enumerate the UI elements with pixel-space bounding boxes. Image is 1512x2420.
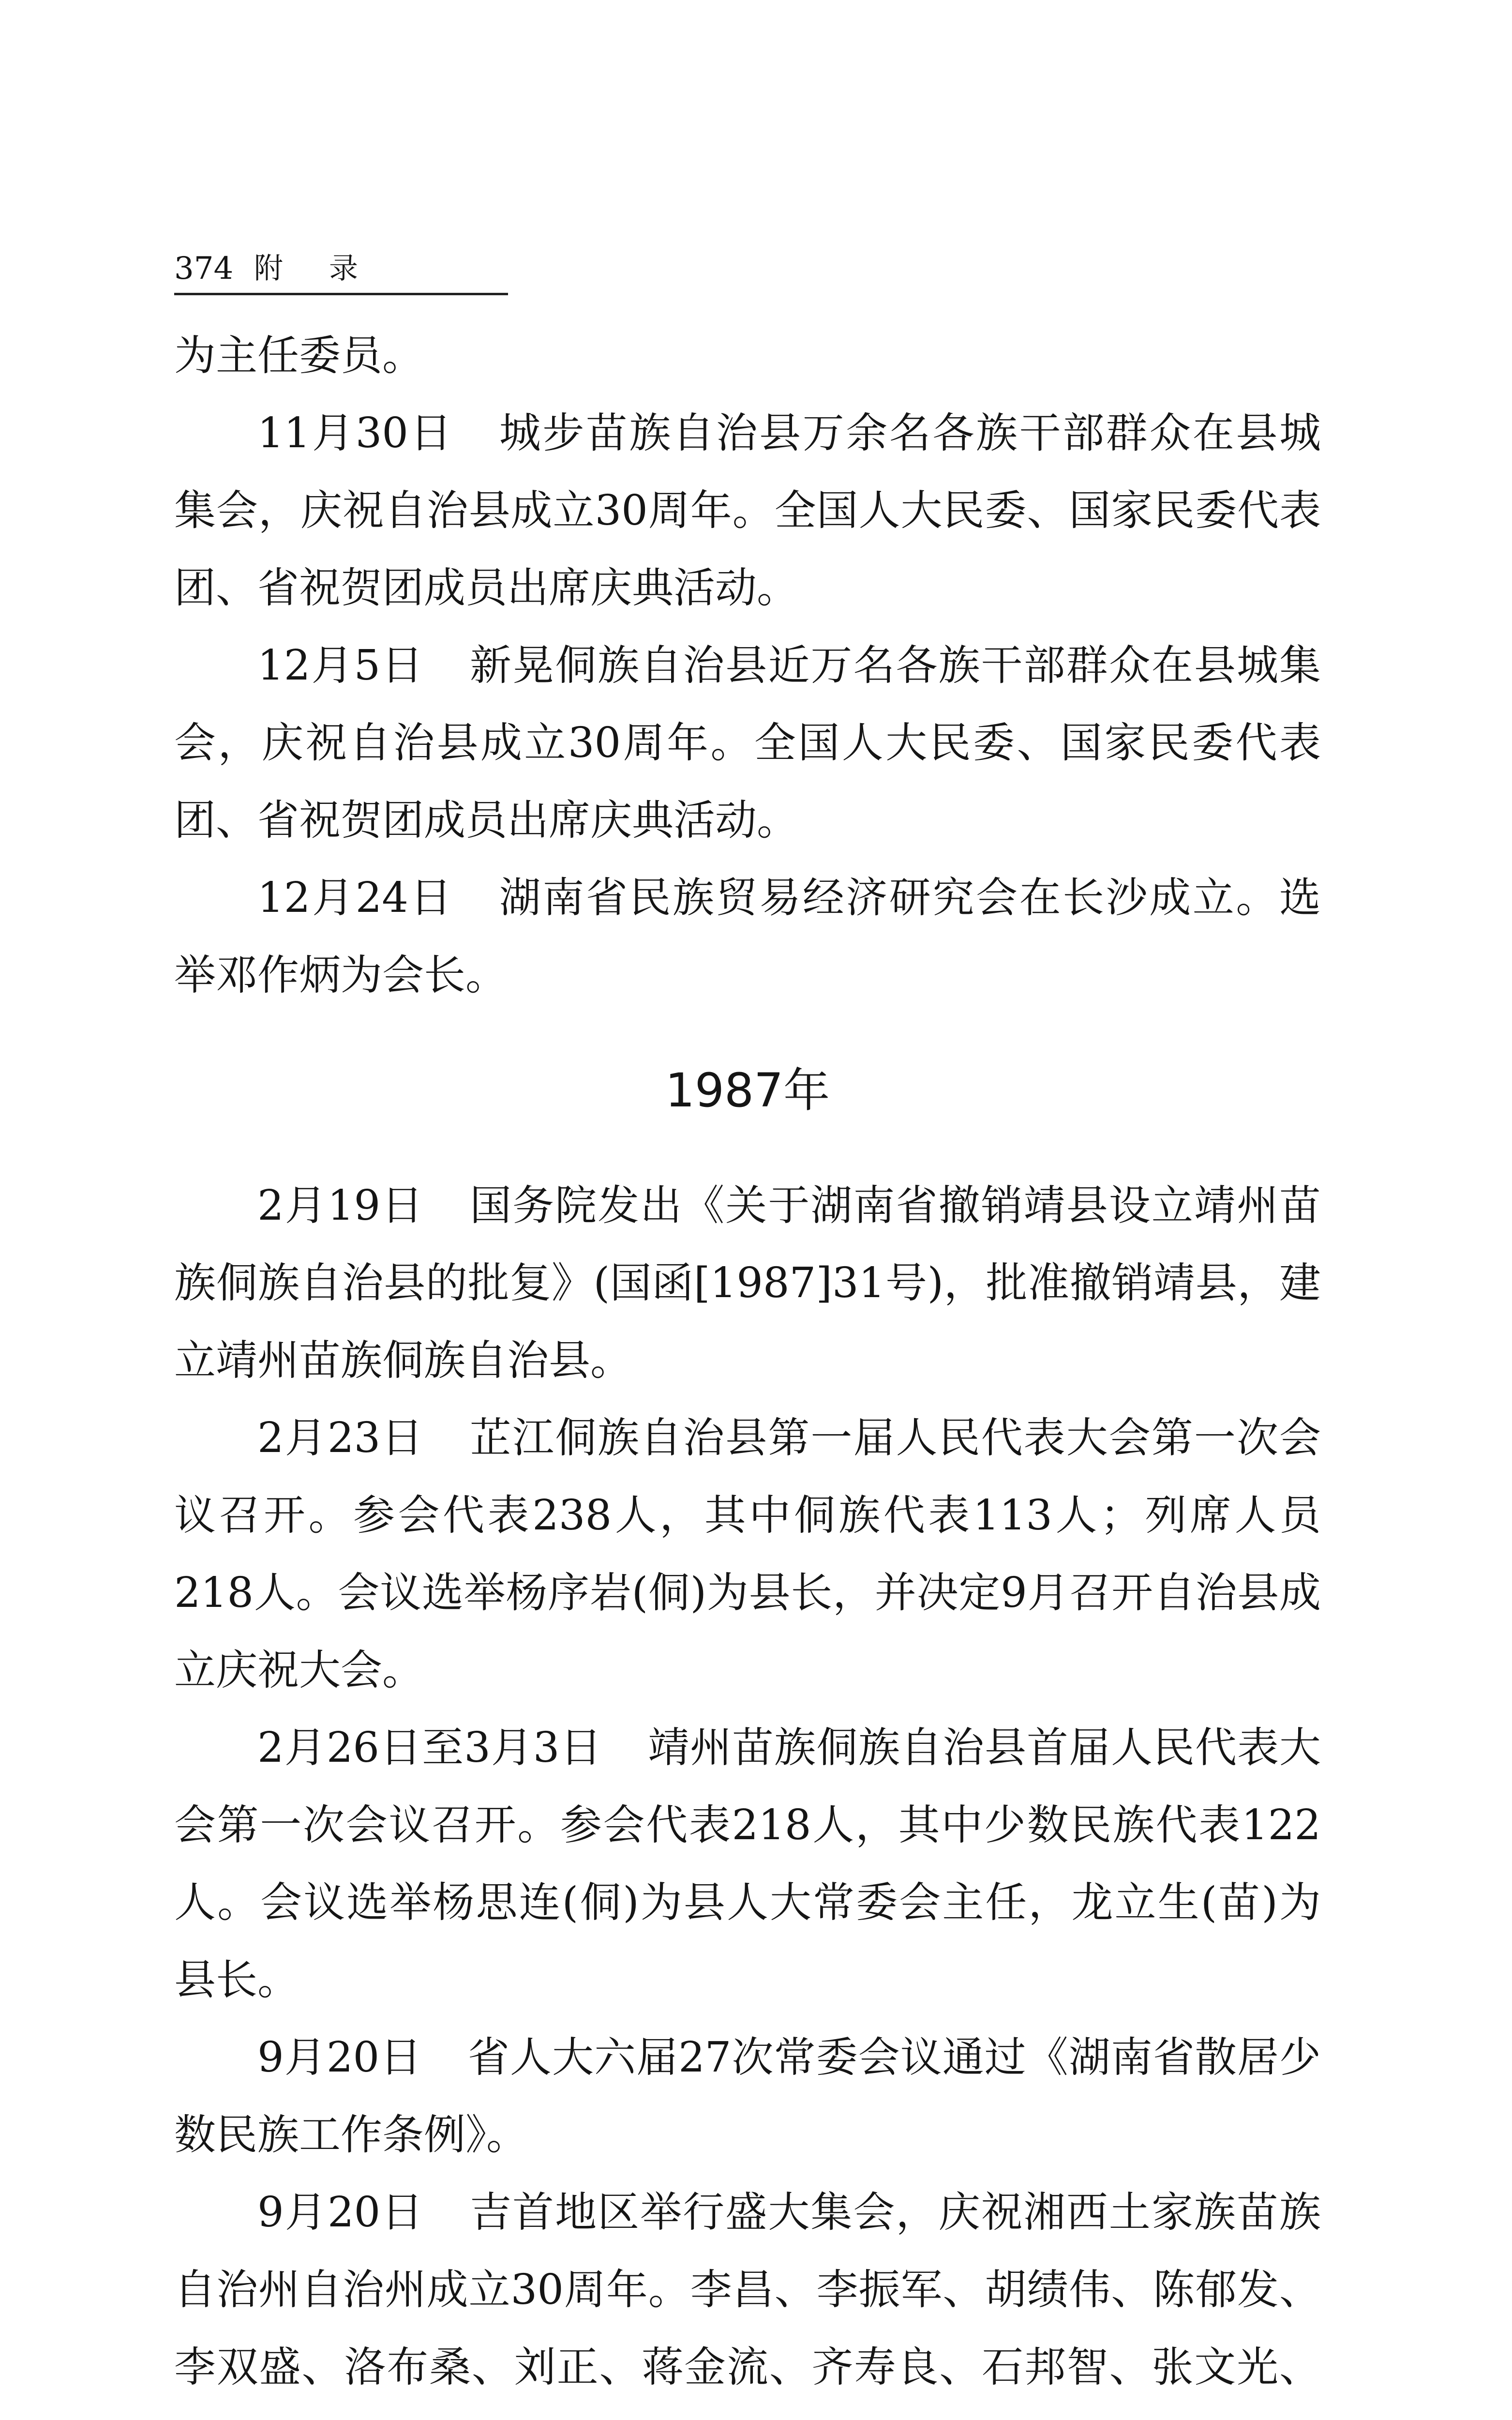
entry-text: 国务院发出《关于湖南省撤销靖县设立靖州苗族侗族自治县的批复》(国函[1987]31号)，批准撤销靖县，建立靖州苗族侗族自治县。 <box>174 1181 1321 1385</box>
chronicle-entry <box>174 2174 1321 2420</box>
page-body <box>174 317 1321 2420</box>
entry-text: 芷江侗族自治县第一届人民代表大会第一次会议召开。参会代表238人，其中侗族代表113人；列席人员218人。会议选举杨序岩(侗)为县长，并决定9月召开自治县成立庆祝大会。 <box>174 1414 1321 1694</box>
year-heading: 1987年 <box>665 1063 830 1118</box>
running-header <box>174 244 508 295</box>
entry-text: 靖州苗族侗族自治县首届人民代表大会第一次会议召开。参会代表218人，其中少数民族代表122人。会议选举杨思连(侗)为县人大常委会主任，龙立生(苗)为县长。 <box>174 1724 1321 2004</box>
chronicle-entry <box>174 859 1321 1014</box>
entry-date: 9月20日 <box>257 2188 424 2237</box>
entry-text: 吉首地区举行盛大集会，庆祝湘西土家族苗族自治州自治州成立30周年。李昌、李振军、胡绩伟、陈郁发、李双盛、洛布桑、刘正、蒋金流、齐寿良、石邦智、张文光、 <box>174 2188 1321 2391</box>
entry-date: 2月23日 <box>257 1414 424 1462</box>
entries-1987 <box>174 1167 1321 2420</box>
entry-text: 省人大六届27次常委会议通过《湖南省散居少数民族工作条例》。 <box>174 2033 1321 2159</box>
continuation-text: 为主任委员。 <box>174 332 424 380</box>
section-title: 附录 <box>254 252 404 286</box>
entry-date: 11月30日 <box>257 409 454 457</box>
entry-date: 2月19日 <box>257 1181 424 1230</box>
entry-date: 2月26日至3月3日 <box>257 1724 602 1772</box>
chronicle-entry <box>174 394 1321 627</box>
entry-date: 9月20日 <box>257 2033 422 2082</box>
entries-1986 <box>174 394 1321 1014</box>
entry-date: 12月24日 <box>257 874 454 922</box>
entry-text: 新晃侗族自治县近万名各族干部群众在县城集会，庆祝自治县成立30周年。全国人大民委、国家民委代表团、省祝贺团成员出席庆典活动。 <box>174 641 1321 845</box>
chronicle-entry <box>174 627 1321 859</box>
entry-text: 城步苗族自治县万余名各族干部群众在县城集会，庆祝自治县成立30周年。全国人大民委、国家民委代表团、省祝贺团成员出席庆典活动。 <box>174 409 1321 612</box>
entry-text: 湖南省民族贸易经济研究会在长沙成立。选举邓作炳为会长。 <box>174 874 1321 999</box>
chronicle-entry <box>174 2019 1321 2174</box>
entry-date: 12月5日 <box>257 641 424 690</box>
page-number: 374 <box>174 251 234 287</box>
chronicle-entry <box>174 1709 1321 2019</box>
chronicle-entry <box>174 1167 1321 1399</box>
chronicle-entry <box>174 1399 1321 1709</box>
